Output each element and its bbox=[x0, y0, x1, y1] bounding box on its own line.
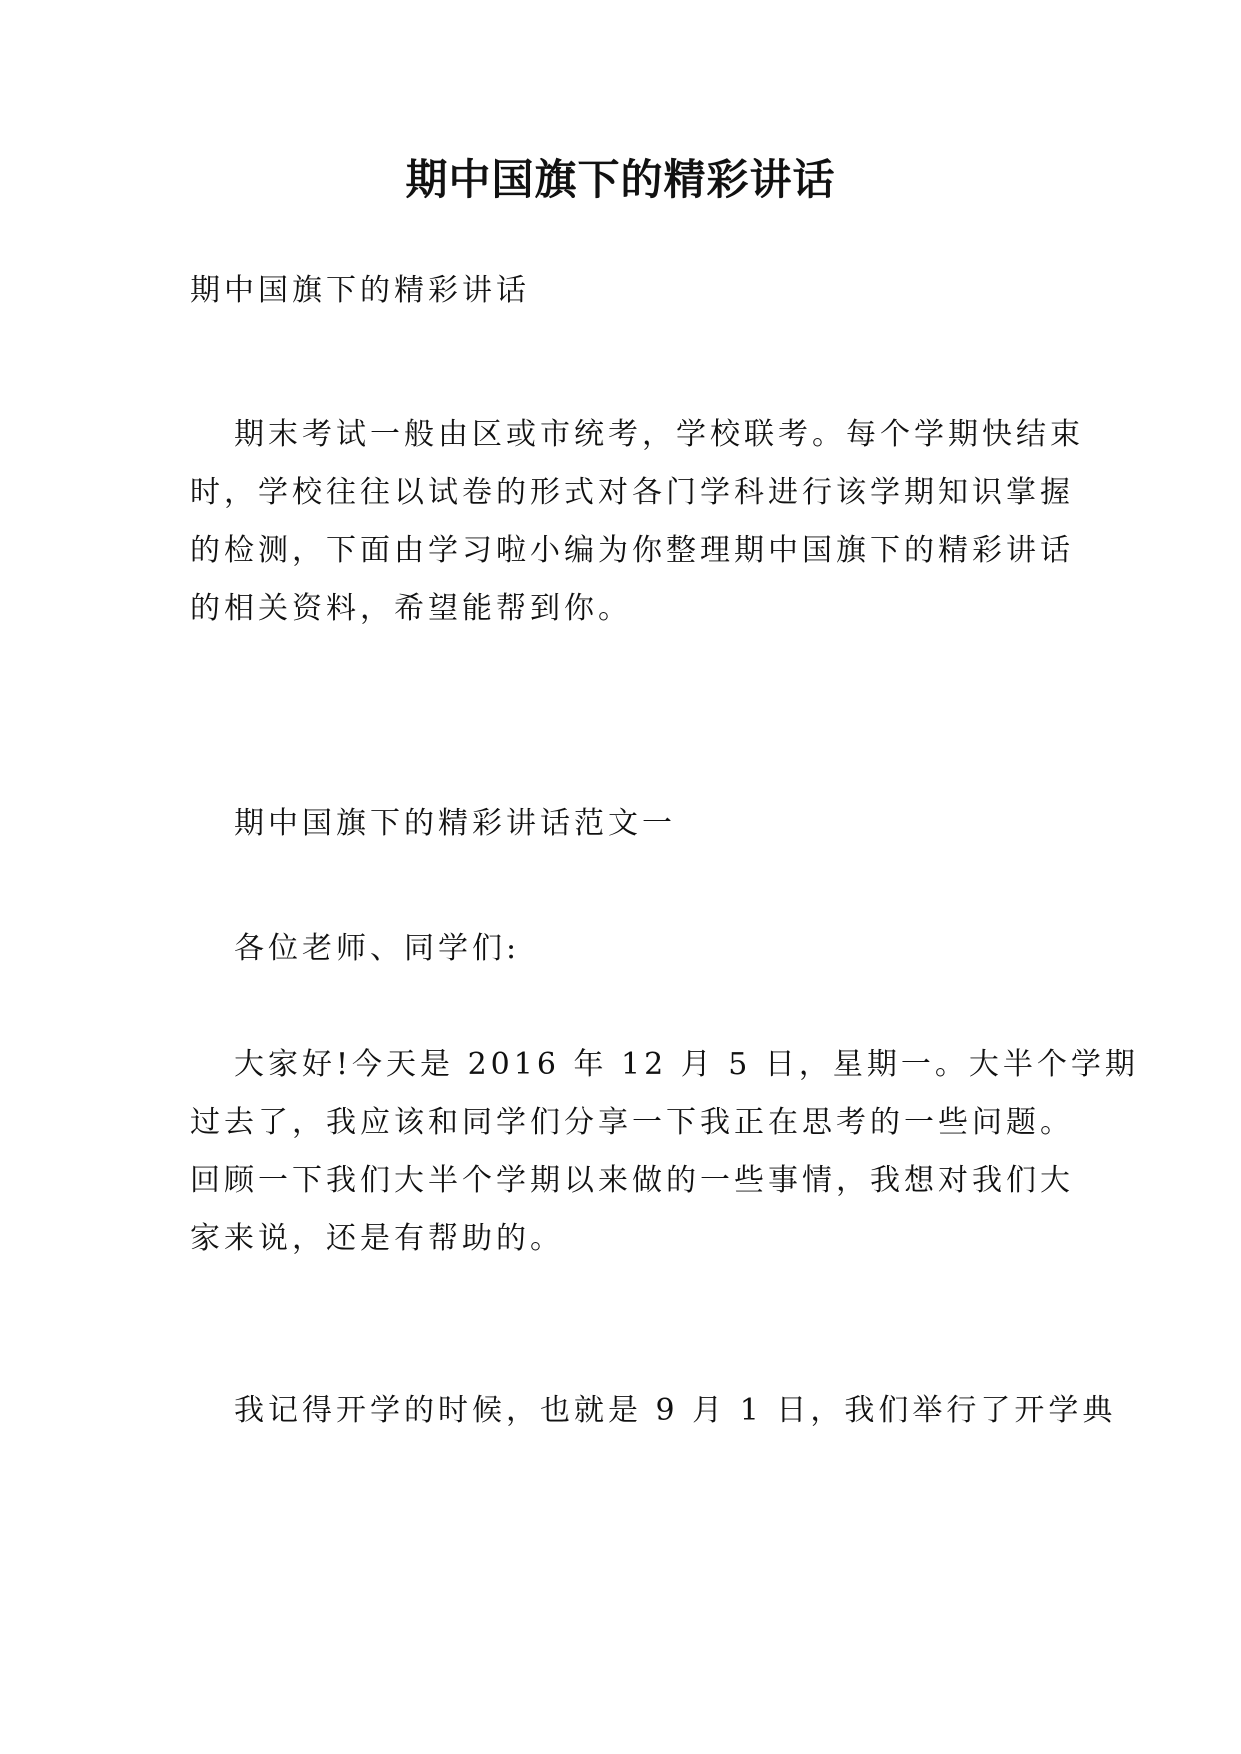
section-heading: 期中国旗下的精彩讲话范文一 bbox=[234, 806, 676, 841]
intro-line: 的相关资料，希望能帮到你。 bbox=[190, 591, 632, 626]
paragraph-line: 过去了，我应该和同学们分享一下我正在思考的一些问题。 bbox=[190, 1105, 1074, 1140]
intro-line: 时，学校往往以试卷的形式对各门学科进行该学期知识掌握 bbox=[190, 475, 1074, 510]
document-subtitle: 期中国旗下的精彩讲话 bbox=[190, 273, 530, 308]
paragraph-line: 大家好!今天是 2016 年 12 月 5 日，星期一。大半个学期 bbox=[234, 1047, 1139, 1082]
intro-line: 的检测，下面由学习啦小编为你整理期中国旗下的精彩讲话 bbox=[190, 533, 1074, 568]
paragraph-line: 回顾一下我们大半个学期以来做的一些事情，我想对我们大 bbox=[190, 1163, 1074, 1198]
intro-line: 期末考试一般由区或市统考，学校联考。每个学期快结束 bbox=[234, 417, 1084, 452]
intro-paragraph bbox=[190, 406, 1084, 638]
paragraph-line: 家来说，还是有帮助的。 bbox=[190, 1221, 564, 1256]
paragraph-line: 我记得开学的时候，也就是 9 月 1 日，我们举行了开学典 bbox=[234, 1393, 1117, 1428]
document-title: 期中国旗下的精彩讲话 bbox=[405, 155, 836, 204]
greeting-line: 各位老师、同学们: bbox=[234, 931, 521, 966]
body-paragraph-2 bbox=[190, 1382, 1117, 1440]
body-paragraph-1 bbox=[190, 1036, 1139, 1268]
